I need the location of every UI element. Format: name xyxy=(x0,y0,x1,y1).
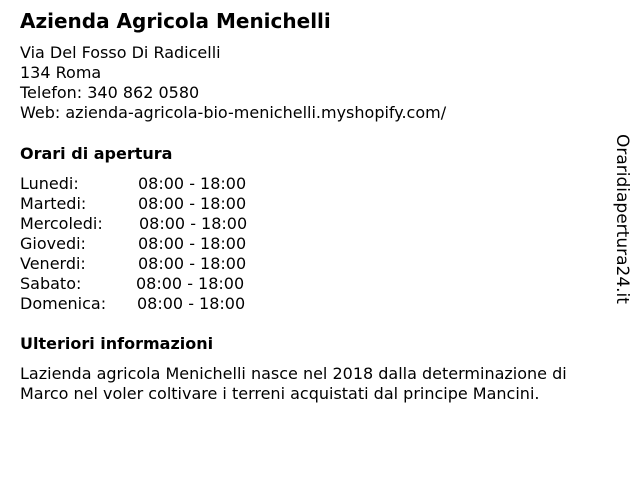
hours-row-giovedi xyxy=(20,234,280,254)
hours-row-sabato xyxy=(20,274,280,294)
city-address: 134 Roma xyxy=(20,63,102,82)
hours-row-mercoledi xyxy=(20,214,280,234)
time-range: 08:00 - 18:00 xyxy=(136,274,245,293)
day-label: Domenica: xyxy=(20,294,107,313)
day-label: Giovedi: xyxy=(20,234,86,253)
day-label: Venerdi: xyxy=(20,254,86,273)
time-range: 08:00 - 18:00 xyxy=(138,254,247,273)
hours-row-martedi xyxy=(20,194,280,214)
website-link[interactable]: Web: azienda-agricola-bio-menichelli.myshopify.com/ xyxy=(20,103,447,122)
time-range: 08:00 - 18:00 xyxy=(138,234,247,253)
phone-number: Telefon: 340 862 0580 xyxy=(20,83,200,102)
time-range: 08:00 - 18:00 xyxy=(138,194,247,213)
business-name: Azienda Agricola Menichelli xyxy=(20,9,331,33)
day-label: Lunedi: xyxy=(20,174,79,193)
day-label: Martedi: xyxy=(20,194,87,213)
day-label: Sabato: xyxy=(20,274,82,293)
info-text: Lazienda agricola Menichelli nasce nel 2018 dalla determinazione di Marco nel voler coltivare i terreni acquistati dal principe Mancini. xyxy=(20,364,567,403)
street-address: Via Del Fosso Di Radicelli xyxy=(20,43,221,62)
hours-table xyxy=(20,174,280,314)
time-range: 08:00 - 18:00 xyxy=(137,294,246,313)
hours-heading: Orari di apertura xyxy=(20,144,173,163)
business-contact xyxy=(20,43,446,123)
time-range: 08:00 - 18:00 xyxy=(139,214,248,233)
hours-row-lunedi xyxy=(20,174,280,194)
hours-row-domenica xyxy=(20,294,280,314)
info-heading: Ulteriori informazioni xyxy=(20,334,214,353)
site-watermark: Oraridiapertura24.it xyxy=(612,134,632,304)
day-label: Mercoledi: xyxy=(20,214,103,233)
hours-row-venerdi xyxy=(20,254,280,274)
time-range: 08:00 - 18:00 xyxy=(138,174,247,193)
